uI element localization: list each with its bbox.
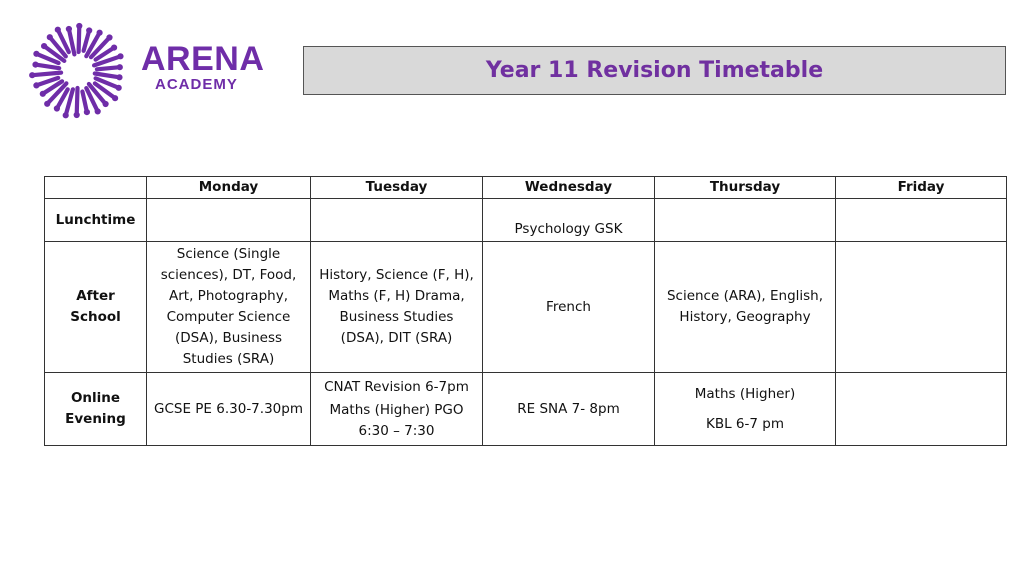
table-cell bbox=[655, 373, 836, 446]
header-row bbox=[45, 177, 1007, 199]
brand-wordmark bbox=[141, 42, 264, 93]
logo-ray-tip bbox=[74, 112, 79, 117]
logo-ray-tip bbox=[55, 27, 60, 32]
logo-ray-tip bbox=[95, 109, 100, 114]
logo-ray-tip bbox=[30, 73, 35, 78]
day-header: Tuesday bbox=[311, 177, 483, 199]
logo-ray bbox=[82, 92, 87, 113]
table-cell: French bbox=[483, 242, 655, 373]
table-row bbox=[45, 242, 1007, 373]
table-cell: History, Science (F, H), Maths (F, H) Drama, Business Studies (DSA), DIT (SRA) bbox=[311, 242, 483, 373]
corner-cell bbox=[45, 177, 147, 199]
logo-ray bbox=[97, 67, 120, 69]
logo-ray-tip bbox=[117, 75, 122, 80]
cell-line: Maths (Higher) bbox=[694, 385, 796, 402]
logo-ray-tip bbox=[63, 113, 68, 118]
table-row bbox=[45, 199, 1007, 242]
logo-ray-tip bbox=[118, 54, 123, 59]
logo-ray-tip bbox=[47, 35, 52, 40]
day-header: Thursday bbox=[655, 177, 836, 199]
table-cell: RE SNA 7- 8pm bbox=[483, 373, 655, 446]
day-header: Friday bbox=[836, 177, 1007, 199]
logo-ray-tip bbox=[34, 83, 39, 88]
table-cell: GCSE PE 6.30-7.30pm bbox=[147, 373, 311, 446]
logo-ray-tip bbox=[117, 65, 122, 70]
row-label: Online Evening bbox=[45, 373, 147, 446]
cell-line: Maths (Higher) PGO 6:30 – 7:30 bbox=[329, 401, 464, 439]
table-cell bbox=[147, 199, 311, 242]
logo-ray-tip bbox=[112, 45, 117, 50]
logo-ray-tip bbox=[42, 44, 47, 49]
logo-ray-tip bbox=[77, 23, 82, 28]
table-cell bbox=[655, 199, 836, 242]
table-cell: Science (Single sciences), DT, Food, Art, Photography, Computer Science (DSA), Business Studies (SRA) bbox=[147, 242, 311, 373]
brand-subname: ACADEMY bbox=[155, 76, 238, 93]
logo-ray-tip bbox=[116, 85, 121, 90]
row-label: Lunchtime bbox=[45, 199, 147, 242]
page-title: Year 11 Revision Timetable bbox=[485, 58, 824, 83]
logo-ray-tip bbox=[87, 28, 92, 33]
table-cell bbox=[836, 199, 1007, 242]
cell-line: KBL 6-7 pm bbox=[706, 415, 784, 432]
title-banner bbox=[303, 46, 1006, 95]
arena-academy-logo-icon bbox=[28, 16, 128, 126]
logo-ray-tip bbox=[84, 110, 89, 115]
table-cell bbox=[311, 199, 483, 242]
logo-ray bbox=[84, 31, 90, 51]
table-cell bbox=[836, 373, 1007, 446]
table-cell bbox=[836, 242, 1007, 373]
logo-ray-tip bbox=[66, 26, 71, 31]
day-header: Wednesday bbox=[483, 177, 655, 199]
row-label: After School bbox=[45, 242, 147, 373]
logo-ray bbox=[95, 74, 120, 78]
logo-ray bbox=[77, 88, 78, 115]
table-cell: Psychology GSK bbox=[483, 199, 655, 242]
logo-ray-tip bbox=[103, 101, 108, 106]
logo-ray-tip bbox=[45, 101, 50, 106]
revision-timetable bbox=[44, 176, 1007, 446]
day-header: Monday bbox=[147, 177, 311, 199]
logo-ray-tip bbox=[97, 30, 102, 35]
brand-name: ARENA bbox=[141, 40, 265, 78]
logo-ray-tip bbox=[107, 35, 112, 40]
table-cell: Science (ARA), English, History, Geography bbox=[655, 242, 836, 373]
cell-line: CNAT Revision 6-7pm bbox=[324, 378, 469, 395]
table-row bbox=[45, 373, 1007, 446]
logo-ray-tip bbox=[33, 62, 38, 67]
logo-ray bbox=[36, 65, 60, 69]
logo-ray-tip bbox=[54, 106, 59, 111]
logo-ray bbox=[32, 73, 61, 76]
logo-ray-tip bbox=[40, 91, 45, 96]
logo-ray-tip bbox=[34, 51, 39, 56]
logo-ray-tip bbox=[113, 96, 118, 101]
logo-ray bbox=[79, 26, 80, 52]
table-cell bbox=[311, 373, 483, 446]
